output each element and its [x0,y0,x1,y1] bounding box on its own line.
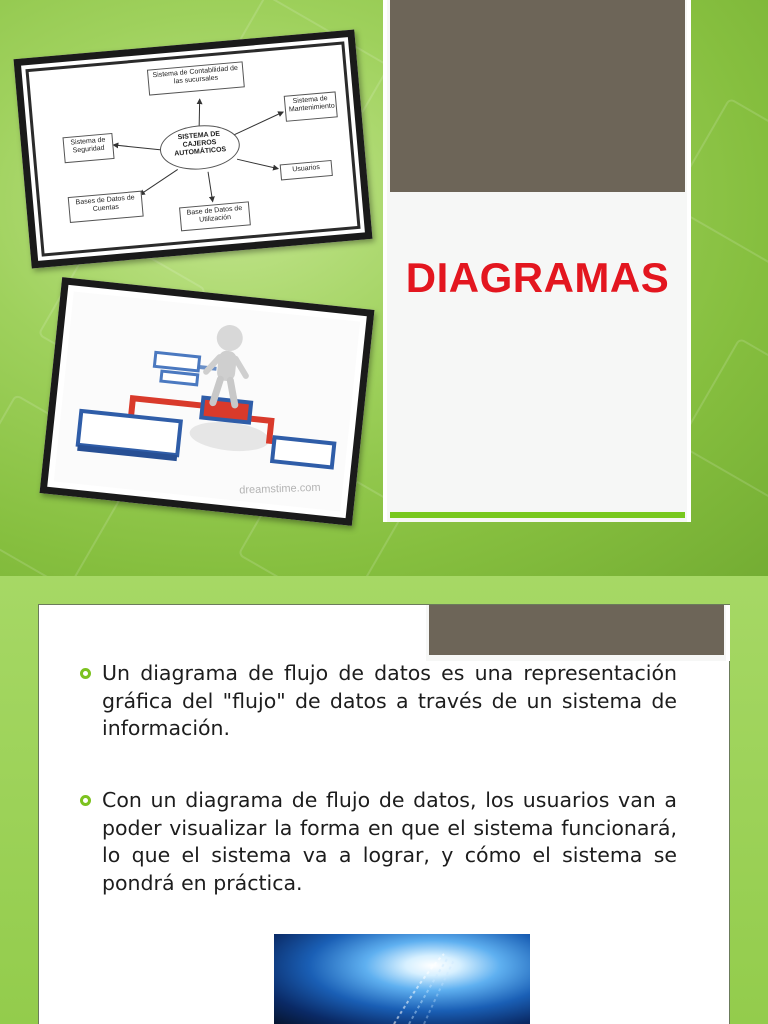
diagram-canvas [25,41,360,256]
arrow-to-contabilidad [197,99,202,127]
arrow-to-usuarios [237,156,278,172]
diagram-node-usuarios: Usuarios [280,160,333,180]
flowchart-figure-illustration [54,291,360,511]
title-panel-header-block [390,0,685,192]
slide-title: DIAGRAMAS [405,254,670,301]
bullet-circle-icon [80,668,91,679]
arrow-to-utilizacion [208,172,213,202]
diagram-center-node: SISTEMA DE CAJEROS AUTOMÁTICOS [158,122,242,173]
diagram-node-contabilidad: Sistema de Contabilidad de las sucursales [147,61,245,95]
arrow-to-cuentas [138,169,180,194]
diagram-node-cuentas: Bases de Datos de Cuentas [68,191,144,223]
diagram-node-seguridad: Sistema de Seguridad [62,133,114,163]
bullet-circle-icon [80,795,91,806]
accent-rule [390,512,685,518]
image-watermark: dreamstime.com [238,481,321,497]
flowchart-figure-image [54,291,360,511]
bullet-text: Con un diagrama de flujo de datos, los usuarios van a poder visualizar la forma en que el sistema funcionará, lo que el sistema va a lograr, y cómo el sistema se pondrá en práctica. [102,788,677,895]
diagram-picture-frame [13,29,372,268]
diagram-node-utilizacion: Base de Datos de Utilización [179,201,251,231]
diagram-node-mantenimiento: Sistema de Mantenimiento [284,91,338,121]
bullet-text: Un diagrama de flujo de datos es una representación gráfica del "flujo" de datos a través de un sistema de información. [102,661,677,740]
arrow-to-seguridad [113,140,166,154]
arrow-to-mantenimiento [228,112,285,137]
light-streaks [274,934,530,1024]
light-tunnel-image [274,934,530,1024]
flowchart-figure-picture-frame [40,277,375,526]
content-card-header-block [429,605,724,655]
